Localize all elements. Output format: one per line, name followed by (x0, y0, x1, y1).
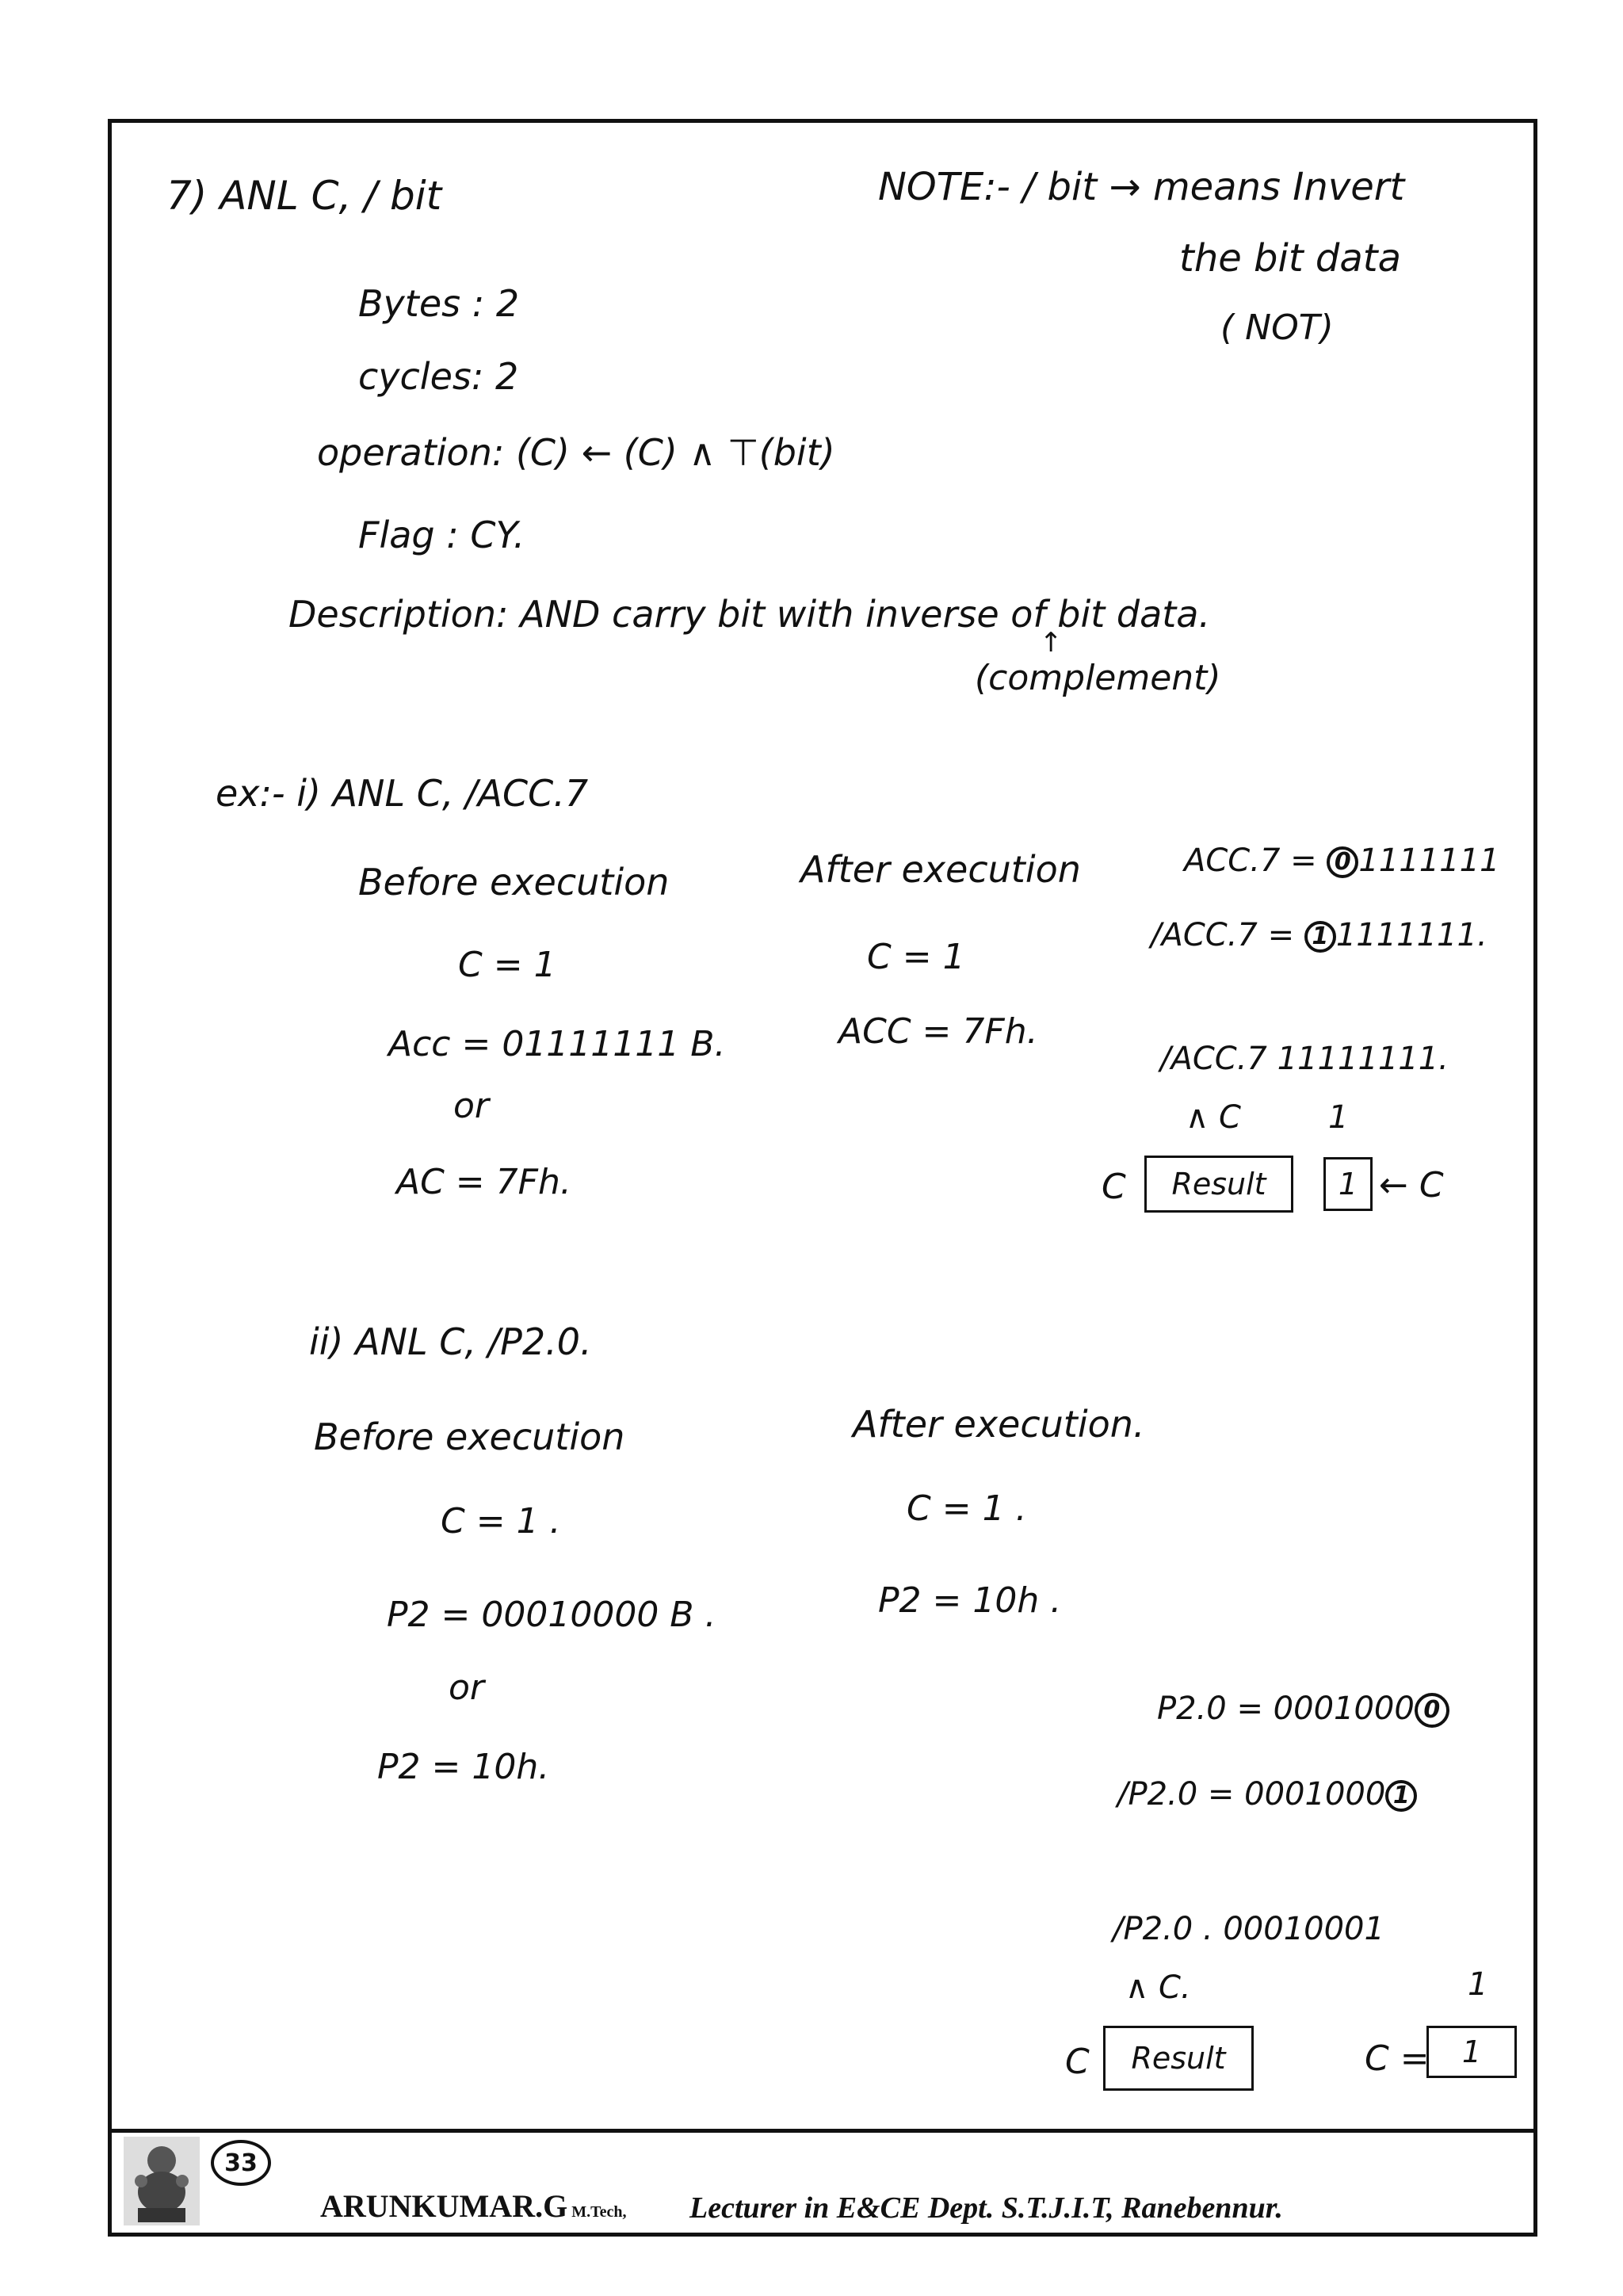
example2-result-box: Result (1103, 2026, 1254, 2091)
example1-result-box: Result (1144, 1156, 1293, 1213)
example1-title: ex:- i) ANL C, /ACC.7 (216, 772, 589, 815)
instruction-title: 7) ANL C, / bit (166, 173, 442, 219)
example2-before-label: Before execution (314, 1415, 625, 1458)
example2-or: or (449, 1668, 485, 1708)
example2-before-p2: P2 = 00010000 B . (387, 1595, 716, 1635)
example2-after-c: C = 1 . (907, 1488, 1027, 1529)
example1-or: or (453, 1086, 490, 1126)
page-number-badge: 33 (211, 2140, 271, 2186)
example1-before-acc: Acc = 01111111 B. (388, 1024, 726, 1064)
deity-logo-icon (124, 2137, 200, 2225)
bytes-line: Bytes : 2 (358, 282, 520, 325)
example2-c-value: 1 (1468, 1966, 1488, 2003)
nacc7-line: /ACC.7 = 1 1111111. (1151, 917, 1487, 953)
footer-affiliation: Lecturer in E&CE Dept. S.T.J.I.T, Ranebennur. (689, 2191, 1283, 2225)
nacc7-circled-bit: 1 (1304, 921, 1336, 953)
acc7-circled-bit: 0 (1327, 846, 1358, 878)
example2-result-value-box: 1 (1426, 2026, 1517, 2078)
example2-title: ii) ANL C, /P2.0. (309, 1320, 592, 1363)
note-line3: ( NOT) (1220, 308, 1334, 348)
cycles-line: cycles: 2 (358, 355, 519, 398)
example1-result-value-box: 1 (1323, 1157, 1373, 1211)
example2-after-p2: P2 = 10h . (878, 1580, 1062, 1621)
example1-after-acc: ACC = 7Fh. (838, 1011, 1038, 1052)
flag-line: Flag : CY. (358, 514, 525, 556)
example2-c-equals: C = (1365, 2038, 1430, 2079)
p20-circled-bit: 0 (1415, 1693, 1449, 1728)
example2-and-row: ∧ C. (1125, 1969, 1191, 2006)
footer-divider (108, 2129, 1537, 2133)
example2-before-p2h: P2 = 10h. (377, 1747, 550, 1787)
example1-before-label: Before execution (358, 861, 670, 904)
example1-and-row: ∧ C (1186, 1099, 1241, 1136)
example2-after-label: After execution. (853, 1403, 1145, 1446)
example1-before-c: C = 1 (458, 945, 556, 985)
operation-line: operation: (C) ← (C) ∧ ⊤(bit) (317, 431, 835, 474)
np20-line: /P2.0 = 0001000 1 (1117, 1778, 1417, 1812)
example1-after-c: C = 1 (867, 937, 965, 977)
acc7-line: ACC.7 = 0 1111111 (1184, 842, 1500, 879)
example1-c-label: C (1102, 1167, 1126, 1207)
example1-c-value: 1 (1328, 1099, 1349, 1136)
example1-after-label: After execution (800, 848, 1081, 891)
example2-c-label: C (1065, 2042, 1090, 2082)
p20-line: P2.0 = 0001000 0 (1157, 1693, 1449, 1728)
note-line2: the bit data (1179, 236, 1402, 281)
np20-circled-bit: 1 (1385, 1780, 1417, 1812)
example2-before-c: C = 1 . (441, 1501, 561, 1541)
complement-arrow: ↑ (1040, 627, 1063, 659)
complement-label: (complement) (975, 658, 1221, 698)
note-line1: NOTE:- / bit → means Invert (878, 165, 1405, 209)
example1-before-ac: AC = 7Fh. (396, 1162, 571, 1202)
np20-row: /P2.0 . 00010001 (1113, 1911, 1384, 1947)
footer-author: ARUNKUMAR.G M.Tech, (320, 2188, 627, 2224)
nacc7-row: /ACC.7 11111111. (1160, 1041, 1449, 1077)
example1-arrow-c: ← C (1379, 1165, 1444, 1205)
description-line: Description: AND carry bit with inverse of bit data. (288, 593, 1211, 636)
